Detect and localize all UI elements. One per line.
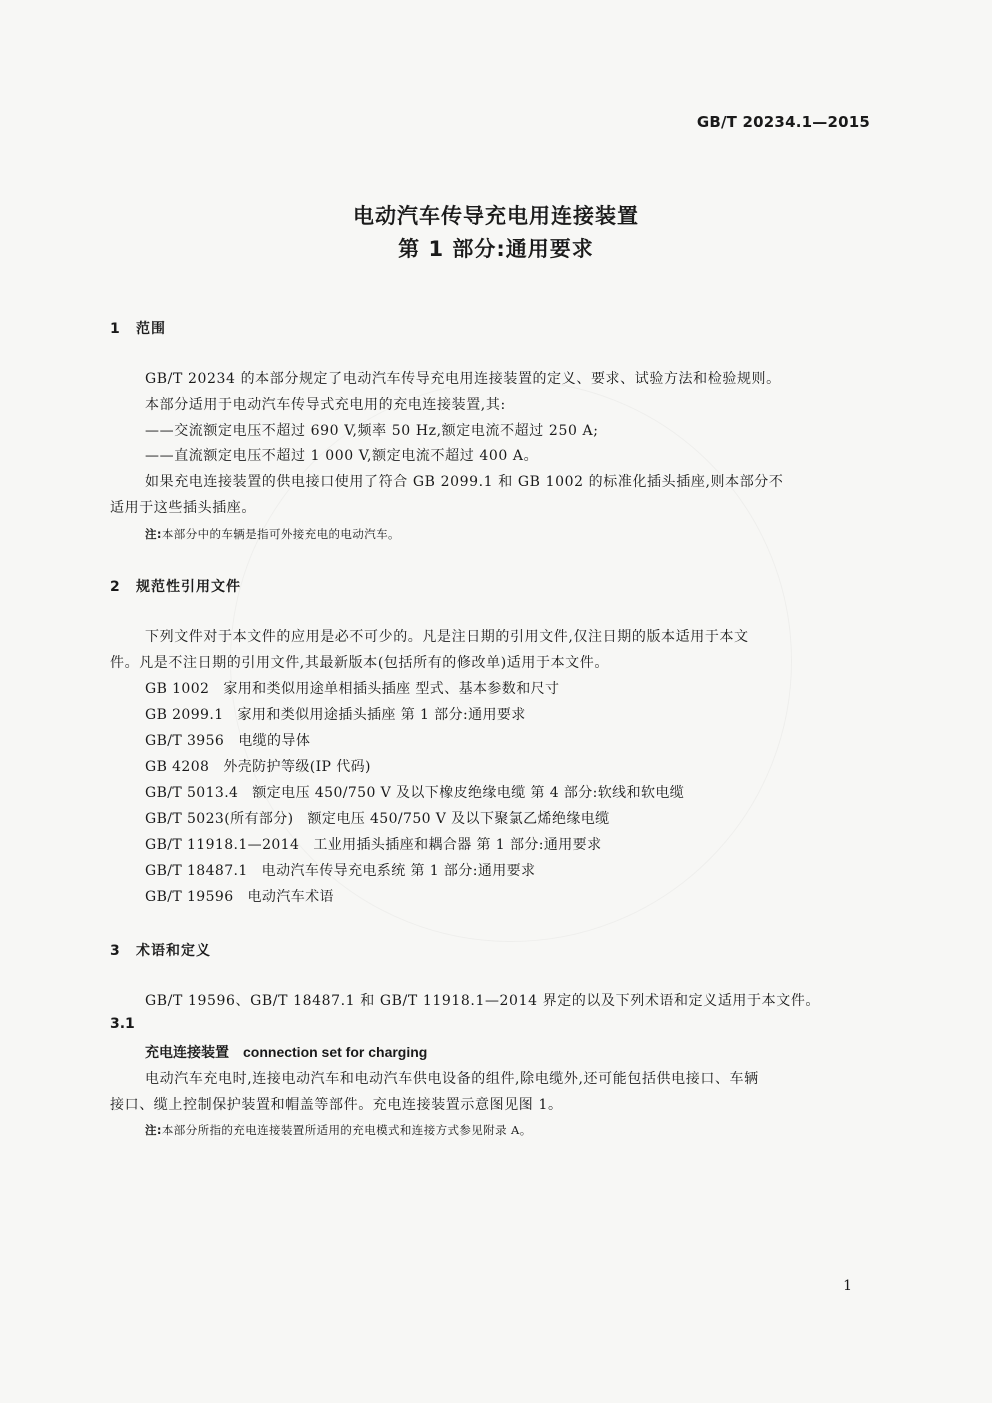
reference-code: GB 1002 [145,681,210,697]
reference-code: GB/T 18487.1 [145,863,248,879]
reference-title: 电动汽车传导充电系统 第 1 部分:通用要求 [261,863,536,879]
paragraph: 本部分适用于电动汽车传导式充电用的充电连接装置,其: [145,397,506,413]
term-chinese: 充电连接装置 [145,1045,229,1061]
section-3-heading [110,940,211,960]
reference-code: GB 2099.1 [145,707,224,723]
paragraph: GB/T 20234 的本部分规定了电动汽车传导充电用连接装置的定义、要求、试验方法和检验规则。 [145,371,781,387]
definition-continuation: 接口、缆上控制保护装置和帽盖等部件。充电连接装置示意图见图 1。 [110,1097,563,1113]
reference-title: 额定电压 450/750 V 及以下聚氯乙烯绝缘电缆 [307,811,610,827]
paragraph: 下列文件对于本文件的应用是必不可少的。凡是注日期的引用文件,仅注日期的版本适用于本文 [145,629,749,645]
reference-item [145,808,610,828]
standard-number: GB/T 20234.1—2015 [696,113,870,131]
reference-item [145,886,334,906]
reference-item [145,704,526,724]
section-1-heading [110,318,166,338]
section-number: 2 [110,579,121,595]
reference-code: GB/T 11918.1—2014 [145,837,300,853]
reference-item [145,860,535,880]
note-text: 本部分所指的充电连接装置所适用的充电模式和连接方式参见附录 A。 [161,1123,532,1137]
clause-number: 3.1 [110,1016,135,1032]
reference-item [145,782,684,802]
section-title: 规范性引用文件 [136,579,241,595]
note-label: 注: [145,527,162,541]
reference-title: 电缆的导体 [238,733,311,749]
section-2-heading [110,576,241,596]
paragraph-continuation: 适用于这些插头插座。 [110,500,256,516]
reference-code: GB/T 3956 [145,733,225,749]
page-number: 1 [843,1278,852,1294]
note-text: 本部分中的车辆是指可外接充电的电动汽车。 [161,527,400,541]
note-label: 注: [145,1123,162,1137]
reference-code: GB/T 19596 [145,889,234,905]
term-english: connection set for charging [243,1044,428,1060]
section-title: 范围 [136,321,166,337]
reference-code: GB/T 5013.4 [145,785,239,801]
reference-title: 额定电压 450/750 V 及以下橡皮绝缘电缆 第 4 部分:软线和软电缆 [252,785,685,801]
reference-item [145,678,559,698]
note [145,1122,532,1138]
reference-title: 电动汽车术语 [247,889,334,905]
reference-title: 外壳防护等级(IP 代码) [223,759,371,775]
reference-item [145,730,310,750]
term-entry [145,1042,427,1062]
reference-item [145,834,602,854]
paragraph: GB/T 19596、GB/T 18487.1 和 GB/T 11918.1—2014 界定的以及下列术语和定义适用于本文件。 [145,993,821,1009]
reference-code: GB 4208 [145,759,210,775]
document-subtitle: 第 1 部分:通用要求 [398,237,594,261]
note [145,526,400,542]
section-number: 3 [110,943,121,959]
paragraph-continuation: 件。凡是不注日期的引用文件,其最新版本(包括所有的修改单)适用于本文件。 [110,655,609,671]
paragraph: 如果充电连接装置的供电接口使用了符合 GB 2099.1 和 GB 1002 的标准化插头插座,则本部分不 [145,474,784,490]
document-title: 电动汽车传导充电用连接装置 [353,204,639,228]
reference-item [145,756,371,776]
list-item: ——交流额定电压不超过 690 V,频率 50 Hz,额定电流不超过 250 A; [145,423,599,439]
reference-title: 工业用插头插座和耦合器 第 1 部分:通用要求 [313,837,602,853]
section-title: 术语和定义 [136,943,211,959]
section-number: 1 [110,321,121,337]
list-item: ——直流额定电压不超过 1 000 V,额定电流不超过 400 A。 [145,448,539,464]
reference-title: 家用和类似用途单相插头插座 型式、基本参数和尺寸 [223,681,560,697]
definition: 电动汽车充电时,连接电动汽车和电动汽车供电设备的组件,除电缆外,还可能包括供电接口、车辆 [145,1071,759,1087]
reference-code: GB/T 5023(所有部分) [145,811,294,827]
reference-title: 家用和类似用途插头插座 第 1 部分:通用要求 [237,707,526,723]
